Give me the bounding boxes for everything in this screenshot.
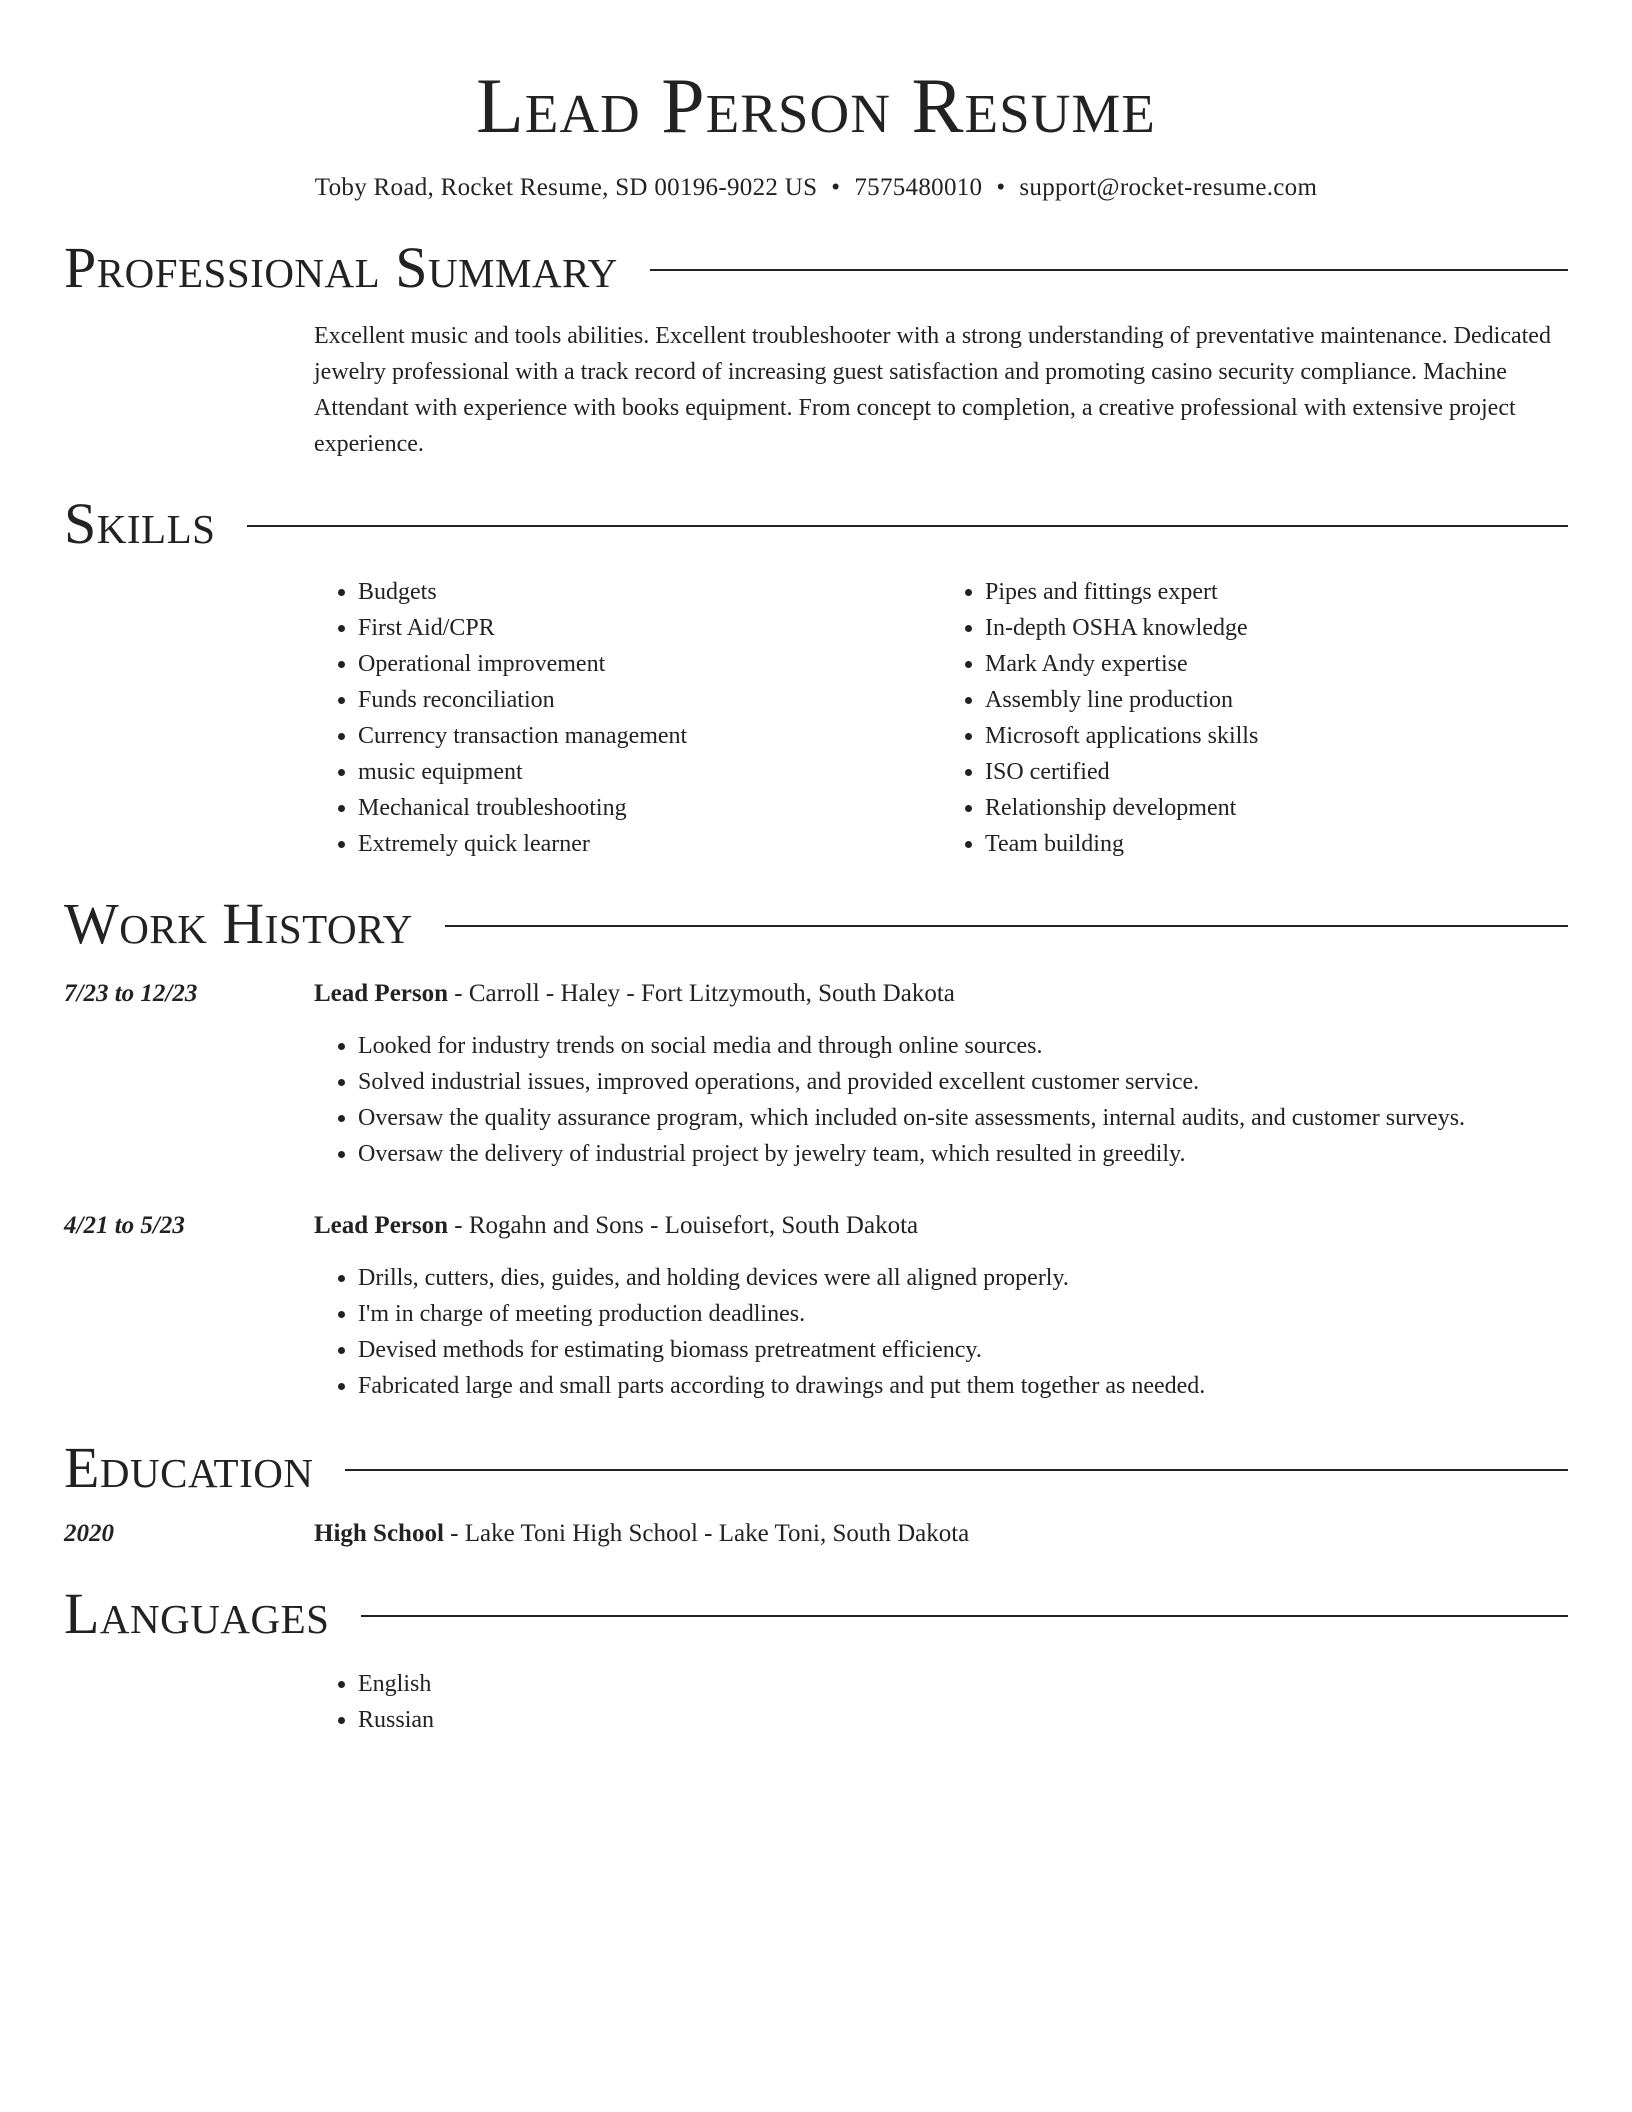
job-dates: 7/23 to 12/23 [64, 980, 198, 1007]
education-heading [314, 1516, 969, 1552]
resume-page [64, 0, 1568, 1738]
resume-title: Lead Person Resume [476, 62, 1156, 149]
section-divider [445, 925, 1568, 927]
contact-separator: • [831, 174, 841, 201]
job-bullet: • Drills, cutters, dies, guides, and holding devices were all aligned properly. [358, 1260, 1568, 1296]
skill-item: • Extremely quick learner [358, 826, 941, 862]
languages-list [314, 1666, 1568, 1738]
skill-item: • Budgets [358, 574, 941, 610]
skill-item: • Pipes and fittings expert [985, 574, 1568, 610]
job-bullet: • Oversaw the quality assurance program, which included on-site assessments, internal audits, and customer surveys. [358, 1100, 1568, 1136]
skill-item: • Operational improvement [358, 646, 941, 682]
skill-item: • Mark Andy expertise [985, 646, 1568, 682]
job-bullet: • Fabricated large and small parts according to drawings and put them together as needed. [358, 1368, 1568, 1404]
languages-list-wrap [314, 1666, 1568, 1738]
section-header-education [64, 1434, 1568, 1502]
job-body [314, 976, 1568, 1172]
section-header-summary [64, 234, 1568, 302]
section-title-skills: Skills [64, 491, 216, 556]
job-dates: 4/21 to 5/23 [64, 1212, 185, 1239]
contact-address: Toby Road, Rocket Resume, SD 00196-9022 US [314, 174, 818, 201]
skill-item: • Mechanical troubleshooting [358, 790, 941, 826]
job-bullet: • Solved industrial issues, improved operations, and provided excellent customer service. [358, 1064, 1568, 1100]
contact-line [64, 172, 1568, 204]
job-heading [314, 976, 1568, 1012]
language-item: • English [358, 1666, 1568, 1702]
section-divider [361, 1615, 1568, 1617]
language-item: • Russian [358, 1702, 1568, 1738]
skill-item: • Funds reconciliation [358, 682, 941, 718]
job-entry [64, 1208, 1568, 1404]
section-title-summary: Professional Summary [64, 235, 618, 300]
job-body [314, 1208, 1568, 1404]
skill-item: • In-depth OSHA knowledge [985, 610, 1568, 646]
section-title-work: Work History [64, 891, 413, 956]
job-bullet: • Oversaw the delivery of industrial project by jewelry team, which resulted in greedily. [358, 1136, 1568, 1172]
section-title-education: Education [64, 1435, 314, 1500]
section-header-skills [64, 490, 1568, 558]
job-bullet: • Looked for industry trends on social media and through online sources. [358, 1028, 1568, 1064]
skill-item: • ISO certified [985, 754, 1568, 790]
job-bullets [314, 1260, 1568, 1404]
skill-item: • Currency transaction management [358, 718, 941, 754]
skill-item: • Team building [985, 826, 1568, 862]
skill-item: • First Aid/CPR [358, 610, 941, 646]
section-divider [650, 269, 1568, 271]
section-divider [345, 1469, 1568, 1471]
education-entry [64, 1516, 1568, 1552]
contact-separator: • [996, 174, 1006, 201]
skills-columns [314, 574, 1568, 862]
job-employer: - Rogahn and Sons - Louisefort, South Dakota [448, 1212, 919, 1239]
section-header-work [64, 890, 1568, 958]
job-employer: - Carroll - Haley - Fort Litzymouth, South Dakota [448, 980, 955, 1007]
skill-item: • Microsoft applications skills [985, 718, 1568, 754]
education-year: 2020 [64, 1520, 114, 1547]
section-header-languages [64, 1580, 1568, 1648]
section-divider [247, 525, 1568, 527]
job-entry [64, 976, 1568, 1172]
job-bullet: • I'm in charge of meeting production deadlines. [358, 1296, 1568, 1332]
skills-list-left [314, 574, 941, 862]
skill-item: • Relationship development [985, 790, 1568, 826]
job-title: Lead Person [314, 1212, 449, 1239]
contact-email[interactable]: support@rocket-resume.com [1019, 174, 1318, 201]
job-bullet: • Devised methods for estimating biomass pretreatment efficiency. [358, 1332, 1568, 1368]
skills-list-right [941, 574, 1568, 862]
education-school: - Lake Toni High School - Lake Toni, South Dakota [443, 1520, 970, 1547]
section-title-languages: Languages [64, 1581, 330, 1646]
contact-phone: 7575480010 [854, 174, 983, 201]
skill-item: • music equipment [358, 754, 941, 790]
job-title: Lead Person [314, 980, 449, 1007]
job-bullets [314, 1028, 1568, 1172]
skill-item: • Assembly line production [985, 682, 1568, 718]
job-heading [314, 1208, 1568, 1244]
summary-text: Excellent music and tools abilities. Excellent troubleshooter with a strong understanding of preventative maintenance. Dedicated jewelry professional with a track record of increasing guest satisfaction and promoting casino security compliance. Machine Attendant with experience with books equipment. From concept to completion, a creative professional with extensive project experience. [314, 323, 1551, 457]
education-degree: High School [314, 1520, 444, 1547]
